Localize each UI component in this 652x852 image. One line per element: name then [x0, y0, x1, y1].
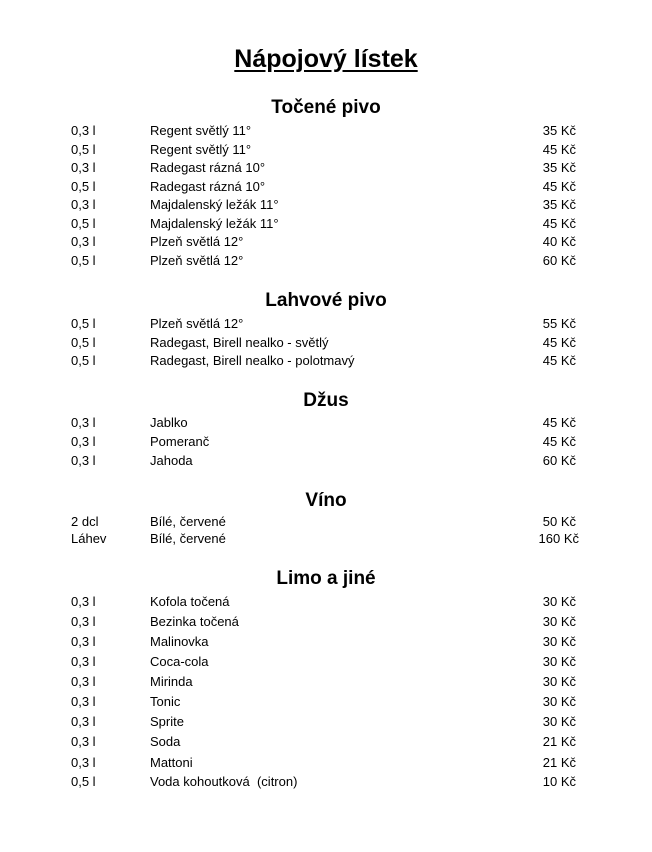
item-name: Regent světlý 11° — [150, 141, 252, 157]
menu-item — [0, 177, 652, 196]
item-name: Bezinka točená — [150, 614, 239, 629]
item-quantity: 0,3 l — [71, 453, 96, 468]
item-name: Coca-cola — [150, 654, 209, 669]
item-quantity: 0,5 l — [71, 353, 96, 368]
item-price: 30 Kč — [542, 674, 576, 689]
menu-item — [0, 251, 652, 270]
item-name: Voda kohoutková (citron) — [150, 774, 298, 789]
item-price: 35 Kč — [542, 160, 576, 175]
item-quantity: 0,5 l — [71, 141, 96, 157]
item-name: Mattoni — [150, 755, 193, 770]
item-price: 45 Kč — [542, 334, 576, 350]
menu-item — [0, 753, 652, 772]
item-price: 30 Kč — [542, 614, 576, 629]
menu-item — [0, 232, 652, 251]
item-price: 60 Kč — [542, 253, 576, 268]
item-name: Malinovka — [150, 634, 209, 649]
item-price: 21 Kč — [542, 734, 576, 749]
item-name: Majdalenský ležák 11° — [150, 215, 279, 231]
menu-item — [0, 351, 652, 370]
menu-item — [0, 432, 652, 451]
item-price: 30 Kč — [542, 694, 576, 709]
item-quantity: 0,5 l — [71, 253, 96, 268]
item-price: 35 Kč — [542, 197, 576, 212]
menu-item — [0, 632, 652, 651]
menu-item — [0, 732, 652, 751]
menu-item — [0, 158, 652, 177]
item-name: Sprite — [150, 714, 184, 729]
item-quantity: 0,3 l — [71, 734, 96, 749]
item-quantity: 0,3 l — [71, 614, 96, 629]
item-quantity: 0,3 l — [71, 654, 96, 669]
item-name: Jahoda — [150, 453, 193, 468]
menu-item — [0, 652, 652, 671]
item-quantity: 0,3 l — [71, 197, 96, 212]
item-quantity: 0,3 l — [71, 714, 96, 729]
menu-item — [0, 672, 652, 691]
item-quantity: 0,3 l — [71, 434, 96, 449]
item-quantity: 0,5 l — [71, 774, 96, 789]
section-heading-juice: Džus — [303, 390, 349, 411]
menu-item — [0, 413, 652, 432]
item-price: 45 Kč — [542, 215, 576, 231]
item-price: 45 Kč — [542, 178, 576, 194]
item-quantity: 2 dcl — [71, 514, 99, 529]
section-heading-soft-drinks: Limo a jiné — [276, 568, 376, 589]
item-name: Radegast rázná 10° — [150, 178, 266, 194]
item-name: Mirinda — [150, 674, 193, 689]
item-price: 50 Kč — [542, 514, 576, 529]
page-title: Nápojový lístek — [234, 45, 418, 73]
menu-item — [0, 333, 652, 352]
item-name: Radegast rázná 10° — [150, 160, 266, 175]
item-name: Soda — [150, 734, 181, 749]
item-quantity: 0,5 l — [71, 316, 96, 331]
item-name: Regent světlý 11° — [150, 123, 252, 138]
menu-item — [0, 121, 652, 140]
item-name: Jablko — [150, 415, 188, 430]
item-price: 45 Kč — [542, 353, 576, 368]
menu-item — [0, 712, 652, 731]
item-price: 30 Kč — [542, 594, 576, 609]
item-name: Plzeň světlá 12° — [150, 316, 244, 331]
item-name: Tonic — [150, 694, 181, 709]
item-price: 30 Kč — [542, 714, 576, 729]
menu-item — [0, 529, 652, 548]
menu-item — [0, 772, 652, 791]
item-price: 45 Kč — [542, 141, 576, 157]
item-quantity: 0,5 l — [71, 178, 96, 194]
menu-item — [0, 195, 652, 214]
menu-item — [0, 692, 652, 711]
item-name: Majdalenský ležák 11° — [150, 197, 279, 212]
item-price: 40 Kč — [542, 234, 576, 249]
menu-item — [0, 612, 652, 631]
menu-item — [0, 140, 652, 159]
item-quantity: 0,3 l — [71, 634, 96, 649]
item-quantity: 0,3 l — [71, 123, 96, 138]
item-price: 45 Kč — [542, 434, 576, 449]
section-heading-wine: Víno — [305, 490, 347, 511]
item-name: Kofola točená — [150, 594, 230, 609]
item-quantity: 0,3 l — [71, 674, 96, 689]
menu-item — [0, 214, 652, 233]
menu-item — [0, 451, 652, 470]
item-quantity: 0,5 l — [71, 215, 96, 231]
item-name: Radegast, Birell nealko - polotmavý — [150, 353, 355, 368]
item-quantity: 0,3 l — [71, 160, 96, 175]
item-name: Plzeň světlá 12° — [150, 253, 244, 268]
item-price: 55 Kč — [542, 316, 576, 331]
section-heading-draft-beer: Točené pivo — [271, 97, 381, 118]
item-quantity: Láhev — [71, 531, 107, 546]
item-name: Plzeň světlá 12° — [150, 234, 244, 249]
item-name: Radegast, Birell nealko - světlý — [150, 334, 329, 350]
item-name: Bílé, červené — [150, 514, 226, 529]
menu-item — [0, 592, 652, 611]
item-quantity: 0,3 l — [71, 415, 96, 430]
item-quantity: 0,3 l — [71, 755, 96, 770]
item-price: 10 Kč — [542, 774, 576, 789]
item-quantity: 0,3 l — [71, 234, 96, 249]
item-price: 21 Kč — [542, 755, 576, 770]
item-name: Bílé, červené — [150, 531, 226, 546]
item-price: 60 Kč — [542, 453, 576, 468]
item-quantity: 0,3 l — [71, 694, 96, 709]
section-heading-bottled-beer: Lahvové pivo — [265, 290, 387, 311]
item-quantity: 0,5 l — [71, 334, 96, 350]
item-price: 160 Kč — [538, 531, 579, 546]
menu-item — [0, 314, 652, 333]
item-price: 45 Kč — [542, 415, 576, 430]
item-price: 30 Kč — [542, 634, 576, 649]
item-price: 35 Kč — [542, 123, 576, 138]
item-quantity: 0,3 l — [71, 594, 96, 609]
item-name: Pomeranč — [150, 434, 210, 449]
item-price: 30 Kč — [542, 654, 576, 669]
